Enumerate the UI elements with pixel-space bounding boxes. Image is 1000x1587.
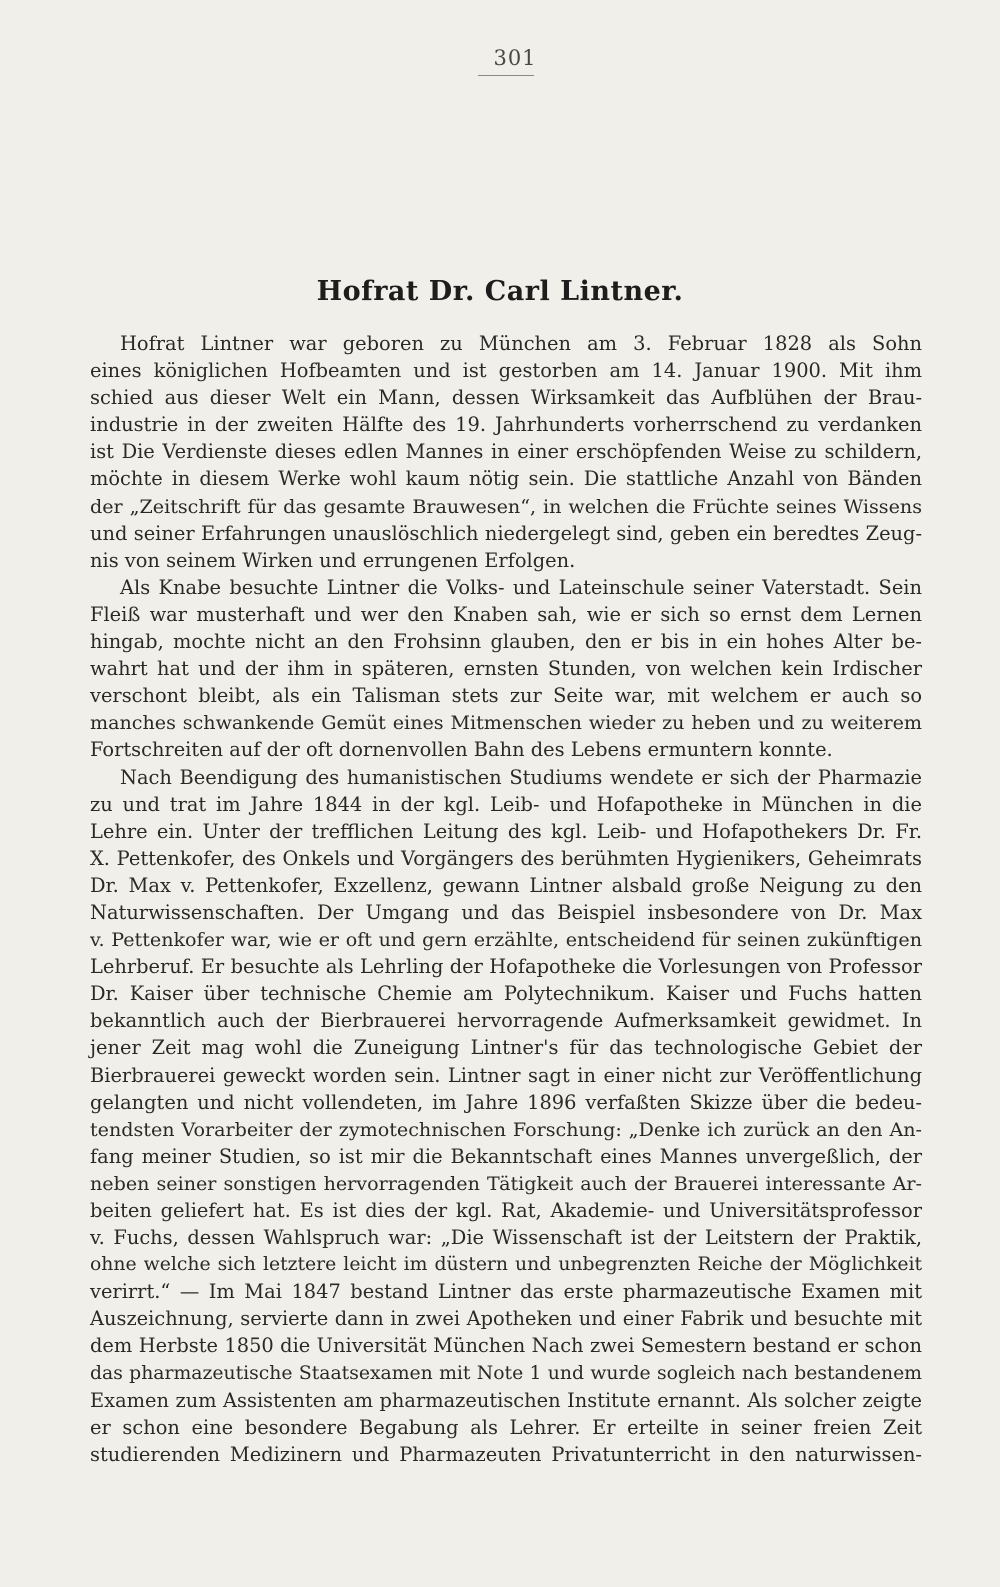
text-line: Lehrberuf. Er besuchte als Lehrling der Hofapotheke die Vorlesungen von Professor <box>90 955 922 979</box>
text-line: verschont bleibt, als ein Talisman stets zur Seite war, mit welchem er auch so <box>90 684 922 708</box>
text-line: Dr. Kaiser über technische Chemie am Polytechnikum. Kaiser und Fuchs hatten <box>90 982 922 1006</box>
text-line: Examen zum Assistenten am pharmazeutischen Institute ernannt. Als solcher zeigte <box>90 1388 922 1412</box>
text-line: X. Pettenkofer, des Onkels und Vorgängers des berühmten Hygienikers, Geheimrats <box>90 846 922 870</box>
text-line: Als Knabe besuchte Lintner die Volks- und Lateinschule seiner Vaterstadt. Sein <box>120 575 922 599</box>
page-number: 301 <box>493 46 537 70</box>
text-line: ist Die Verdienste dieses edlen Mannes in einer erschöpfenden Weise zu schildern, <box>90 440 922 464</box>
text-line: neben seiner sonstigen hervorragenden Tätigkeit auch der Brauerei interessante Ar- <box>90 1171 922 1195</box>
text-line: v. Pettenkofer war, wie er oft und gern erzählte, entscheidend für seinen zukünftigen <box>90 928 922 952</box>
text-line: industrie in der zweiten Hälfte des 19. Jahrhunderts vorherrschend zu verdanken <box>90 413 922 437</box>
text-line: beiten geliefert hat. Es ist dies der kgl. Rat, Akademie- und Universitätsprofessor <box>90 1199 922 1222</box>
text-line: Naturwissenschaften. Der Umgang und das Beispiel insbesondere von Dr. Max <box>90 900 922 924</box>
text-line: Hofrat Lintner war geboren zu München am 3. Februar 1828 als Sohn <box>120 332 922 355</box>
text-line: und seiner Erfahrungen unauslöschlich niedergelegt sind, geben ein beredtes Zeug- <box>90 521 922 545</box>
text-line: manches schwankende Gemüt eines Mitmenschen wieder zu heben und zu weiterem <box>90 711 922 735</box>
text-line: Bierbrauerei geweckt worden sein. Lintner sagt in einer nicht zur Veröffentlichung <box>90 1063 922 1087</box>
text-line: wahrt hat und der ihm in späteren, ernsten Stunden, von welchen kein Irdischer <box>90 657 922 681</box>
text-line: fang meiner Studien, so ist mir die Bekanntschaft eines Mannes unvergeßlich, der <box>90 1144 922 1168</box>
text-line: der „Zeitschrift für das gesamte Brauwesen“, in welchen die Früchte seines Wissens <box>90 494 922 518</box>
text-line: schied aus dieser Welt ein Mann, dessen Wirksamkeit das Aufblühen der Brau- <box>90 386 922 410</box>
text-line: nis von seinem Wirken und errungenen Erfolgen. <box>90 548 576 572</box>
text-line: Fortschreiten auf der oft dornenvollen Bahn des Lebens ermuntern konnte. <box>90 738 833 762</box>
text-line: zu und trat im Jahre 1844 in der kgl. Leib- und Hofapotheke in München in die <box>90 792 922 816</box>
text-line: Dr. Max v. Pettenkofer, Exzellenz, gewann Lintner alsbald große Neigung zu den <box>90 873 922 897</box>
text-line: verirrt.“ — Im Mai 1847 bestand Lintner das erste pharmazeutische Examen mit <box>90 1280 922 1304</box>
text-line: jener Zeit mag wohl die Zuneigung Lintner's für das technologische Gebiet der <box>90 1036 922 1060</box>
text-line: bekanntlich auch der Bierbrauerei hervorragende Aufmerksamkeit gewidmet. In <box>90 1009 922 1033</box>
body-text <box>90 330 922 1468</box>
text-line: studierenden Medizinern und Pharmazeuten Privatunterricht in den naturwissen- <box>90 1442 922 1466</box>
text-line: ohne welche sich letztere leicht im düstern und unbegrenzten Reiche der Möglichkeit <box>90 1254 922 1276</box>
text-line: Nach Beendigung des humanistischen Studiums wendete er sich der Pharmazie <box>120 765 922 789</box>
text-line: Auszeichnung, servierte dann in zwei Apotheken und einer Fabrik und besuchte mit <box>90 1307 922 1331</box>
text-line: hingab, mochte nicht an den Frohsinn glauben, den er bis in ein hohes Alter be- <box>90 630 922 654</box>
text-line: das pharmazeutische Staatsexamen mit Note 1 und wurde sogleich nach bestandenem <box>90 1362 922 1384</box>
page-number-rule <box>478 75 534 76</box>
text-line: eines königlichen Hofbeamten und ist gestorben am 14. Januar 1900. Mit ihm <box>90 359 922 383</box>
text-line: gelangten und nicht vollendeten, im Jahre 1896 verfaßten Skizze über die bedeu- <box>90 1090 922 1114</box>
text-line: Lehre ein. Unter der trefflichen Leitung des kgl. Leib- und Hofapothekers Dr. Fr. <box>90 819 922 843</box>
text-line: tendsten Vorarbeiter der zymotechnischen Forschung: „Denke ich zurück an den An- <box>90 1117 922 1141</box>
text-line: v. Fuchs, dessen Wahlspruch war: „Die Wissenschaft ist der Leitstern der Praktik, <box>90 1226 922 1250</box>
page-title: Hofrat Dr. Carl Lintner. <box>316 276 684 307</box>
text-line: er schon eine besondere Begabung als Lehrer. Er erteilte in seiner freien Zeit <box>90 1415 922 1439</box>
text-line: Fleiß war musterhaft und wer den Knaben sah, wie er sich so ernst dem Lernen <box>90 602 922 626</box>
text-line: möchte in diesem Werke wohl kaum nötig sein. Die stattliche Anzahl von Bänden <box>90 467 922 491</box>
text-line: dem Herbste 1850 die Universität München Nach zwei Semestern bestand er schon <box>90 1334 922 1358</box>
